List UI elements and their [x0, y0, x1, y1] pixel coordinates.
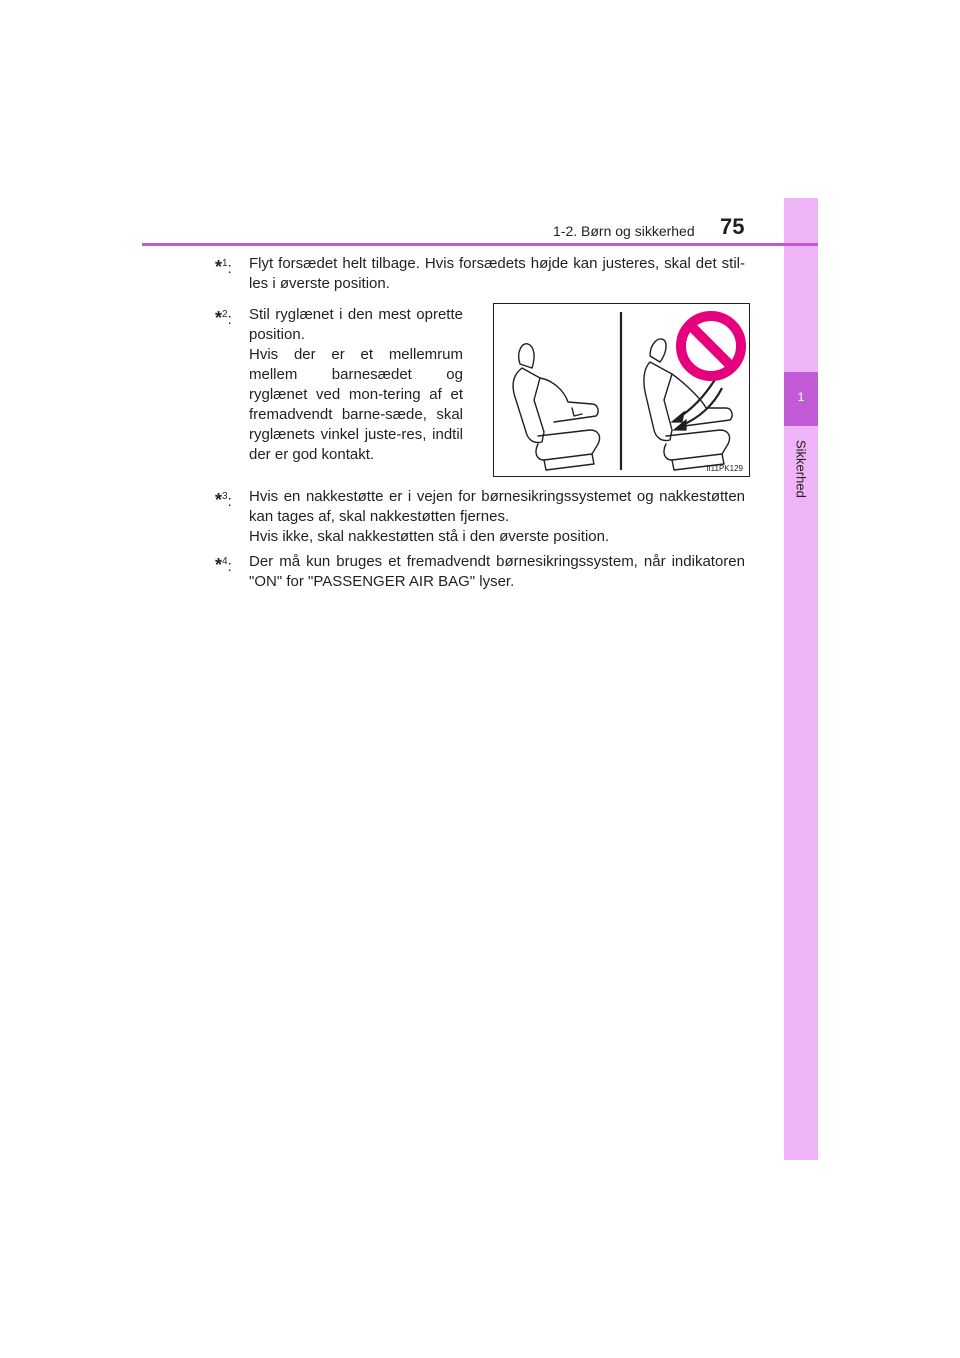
prohibition-icon [681, 316, 741, 376]
footnote-marker: *$^4$: [215, 555, 232, 575]
header-rule [142, 243, 818, 246]
footnote-text: Flyt forsædet helt tilbage. Hvis forsædets højde kan justeres, skal det stil-les i øverste position. [249, 255, 745, 292]
chapter-label: Sikkerhed [793, 440, 809, 498]
footnote-marker: *$^3$: [215, 490, 232, 510]
footnote-2 [215, 305, 463, 465]
footnote-3 [215, 487, 745, 547]
footnote-text: Hvis en nakkestøtte er i vejen for børnesikringssystemet og nakkestøtten kan tages af, skal nakkestøtten fjernes. [249, 488, 745, 525]
section-title: 1-2. Børn og sikkerhed [553, 223, 695, 239]
chapter-number: 1 [797, 390, 805, 404]
seat-drawing [494, 304, 749, 476]
footnote-text: Stil ryglænet i den mest oprette position. [249, 306, 463, 343]
figure-code: II11PK129 [706, 464, 743, 473]
page-number: 75 [720, 214, 745, 239]
footnote-1 [215, 254, 745, 294]
footnote-text: Der må kun bruges et fremadvendt børnesikringssystem, når indikatoren "ON" for "PASSENGER AIR BAG" lyser. [249, 553, 745, 590]
seat-illustration [493, 303, 750, 477]
chapter-side-tab [784, 198, 818, 1160]
footnote-text: Hvis ikke, skal nakkestøtten stå i den øverste position. [249, 528, 610, 545]
footnote-4 [215, 552, 745, 592]
seat-upright-drawing [513, 344, 599, 470]
footnote-marker: *$^1$: [215, 257, 232, 277]
footnote-text: Hvis der er et mellemrum mellem barnesædet og ryglænet ved mon-tering af et fremadvendt barne-sæde, skal ryglænets vinkel juste-res, indtil der er god kontakt. [249, 346, 463, 463]
footnote-marker: *$^2$: [215, 308, 232, 328]
